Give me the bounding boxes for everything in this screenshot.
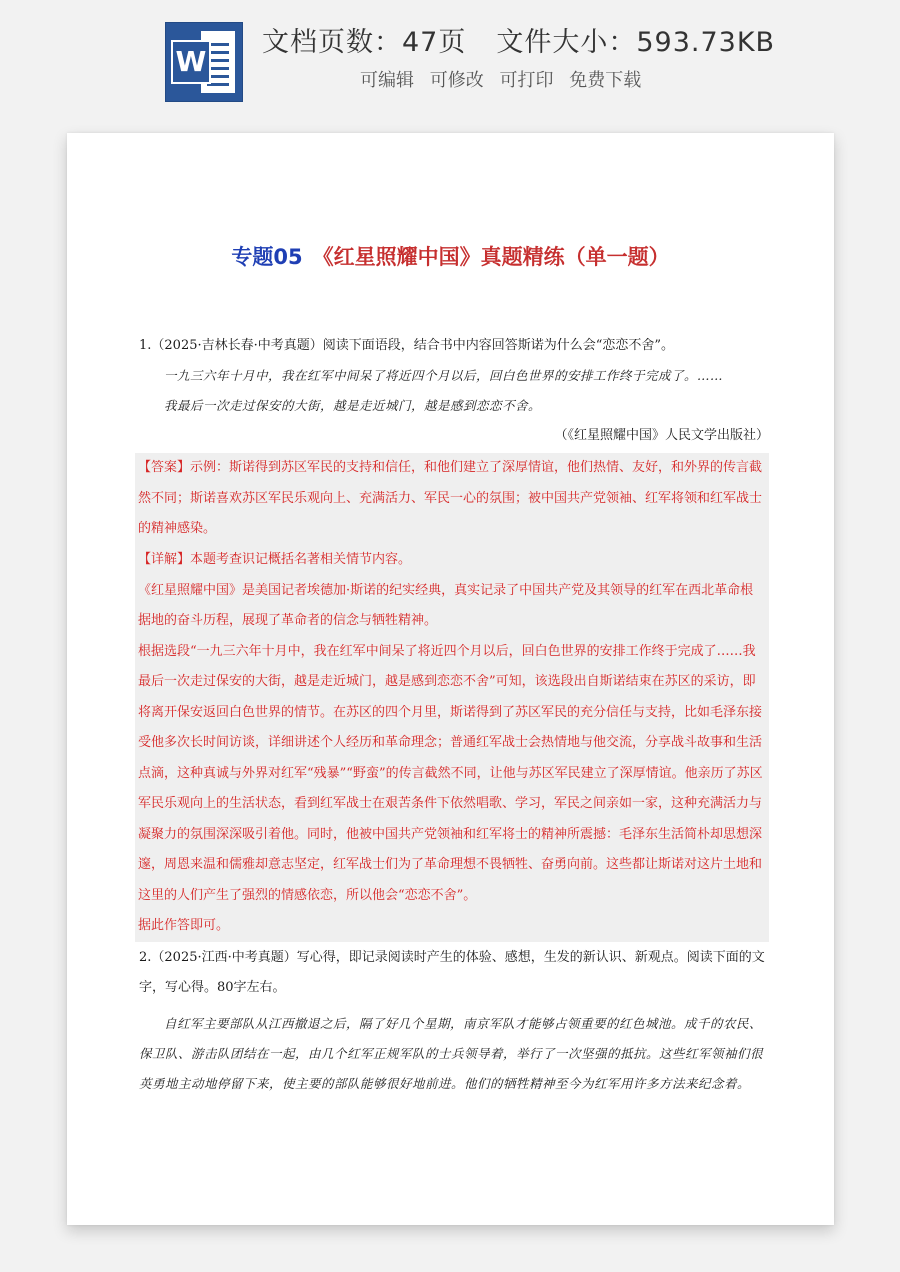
title-topic-name: 《红星照耀中国》真题精练（单一题） xyxy=(312,245,670,269)
question-1 xyxy=(139,331,769,451)
detail-label: 【详解】本题考查识记概括名著相关情节内容。 xyxy=(138,552,412,567)
question-2-prompt: 2.（2025·江西·中考真题）写心得，即记录阅读时产生的体验、感想，生发的新认识、新观点。阅读下面的文字，写心得。80字左右。 xyxy=(139,950,765,995)
question-1-source: （《红星照耀中国》人民文学出版社） xyxy=(554,428,769,443)
word-doc-icon xyxy=(165,22,243,102)
detail-paragraph-2: 根据选段“一九三六年十月中，我在红军中间呆了将近四个月以后，回白色世界的安排工作终于完成了……我最后一次走过保安的大街，越是走近城门，越是感到恋恋不舍”可知，该选段出自斯诺结束在苏区的采访，即将离开保安返回白色世界的情节。在苏区的四个月里，斯诺得到了苏区军民的充分信任与支持，比如毛泽东接受他多次长时间访谈，详细讲述个人经历和革命理念；普通红军战士会热情地与他交流，分享战斗故事和生活点滴，这种真诚与外界对红军“残暴”“野蛮”的传言截然不同，让他与苏区军民建立了深厚情谊。他亲历了苏区军民乐观向上的生活状态，看到红军战士在艰苦条件下依然唱歌、学习，军民之间亲如一家，这种充满活力与凝聚力的氛围深深吸引着他。同时，他被中国共产党领袖和红军将士的精神所震撼：毛泽东生活简朴却思想深邃，周恩来温和儒雅却意志坚定，红军战士们为了革命理想不畏牺牲、奋勇向前。这些都让斯诺对这片土地和这里的人们产生了强烈的情感依恋，所以他会“恋恋不舍”。 xyxy=(138,643,763,903)
detail-conclusion: 据此作答即可。 xyxy=(138,918,230,933)
page-title xyxy=(67,241,834,271)
detail-paragraph-1: 《红星照耀中国》是美国记者埃德加·斯诺的纪实经典，真实记录了中国共产党及其领导的红军在西北革命根据地的奋斗历程，展现了革命者的信念与牺牲精神。 xyxy=(138,582,754,628)
download-banner xyxy=(0,0,900,110)
tag-modifiable: 可修改 xyxy=(429,70,484,91)
tag-free-download: 免费下载 xyxy=(569,70,642,91)
question-1-passage-line-1: 一九三六年十月中，我在红军中间呆了将近四个月以后，回白色世界的安排工作终于完成了。…… xyxy=(164,368,724,383)
question-2-passage: 自红军主要部队从江西撤退之后，隔了好几个星期，南京军队才能够占领重要的红色城池。成千的农民、保卫队、游击队团结在一起，由几个红军正规军队的士兵领导着，举行了一次坚强的抵抗。这些红军领袖们很英勇地主动地停留下来，使主要的部队能够很好地前进。他们的牺牲精神至今为红军用许多方法来纪念着。 xyxy=(139,1016,764,1091)
feature-tags xyxy=(360,66,641,92)
document-page xyxy=(67,133,834,1225)
word-icon-letter: W xyxy=(171,40,211,84)
tag-printable: 可打印 xyxy=(499,70,554,91)
question-1-prompt: 1.（2025·吉林长春·中考真题）阅读下面语段，结合书中内容回答斯诺为什么会“恋恋不舍”。 xyxy=(139,338,675,353)
tag-editable: 可编辑 xyxy=(360,70,414,91)
answer-text: 【答案】示例：斯诺得到苏区军民的支持和信任，和他们建立了深厚情谊，他们热情、友好，和外界的传言截然不同；斯诺喜欢苏区军民乐观向上、充满活力、军民一心的氛围；被中国共产党领袖、红军将领和红军战士的精神感染。 xyxy=(138,460,763,536)
detail-block-1 xyxy=(135,545,769,942)
question-1-passage-line-2: 我最后一次走过保安的大街，越是走近城门，越是感到恋恋不舍。 xyxy=(164,398,542,413)
answer-block-1 xyxy=(135,453,769,545)
page-count: 文档页数：47页 xyxy=(262,27,467,58)
file-size: 文件大小：593.73KB xyxy=(496,27,776,58)
title-topic-number: 专题05 xyxy=(231,245,303,269)
question-2 xyxy=(139,943,769,1099)
file-meta xyxy=(262,20,775,59)
